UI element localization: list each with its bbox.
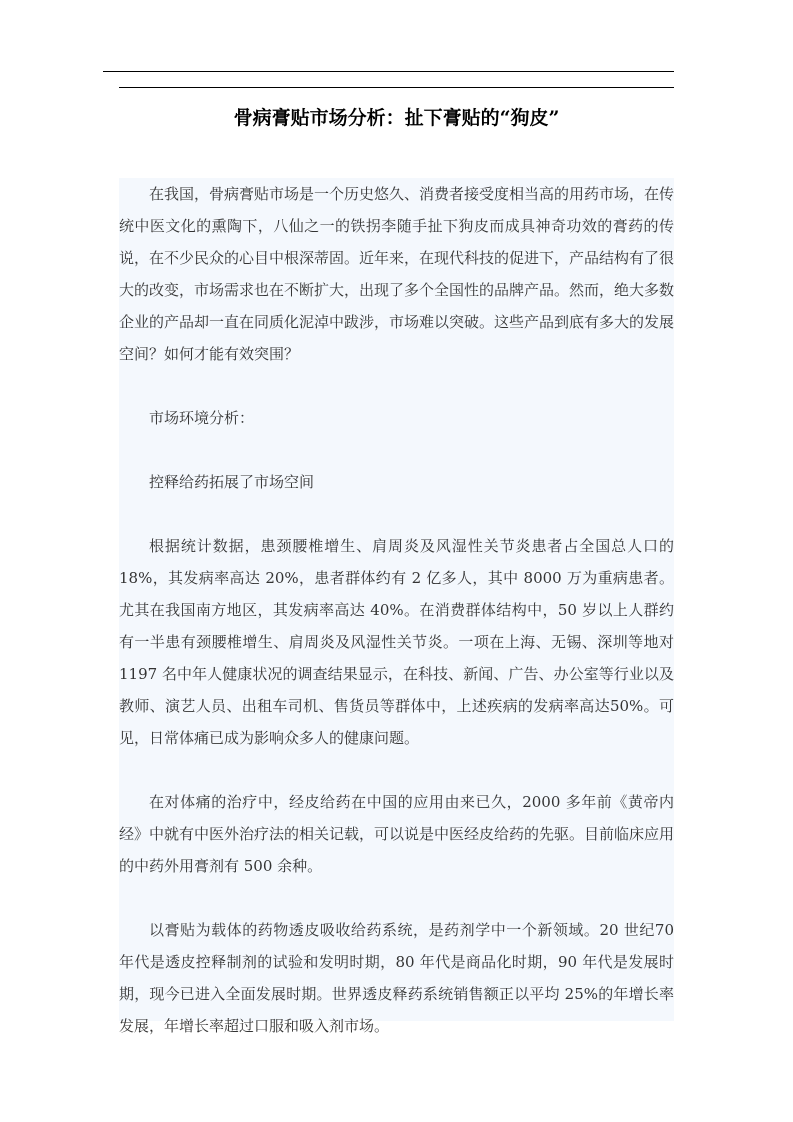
article-body (119, 178, 675, 1035)
document-title: 骨病膏贴市场分析：扯下膏贴的“狗皮” (233, 107, 560, 129)
header-rule-bottom (119, 87, 674, 88)
paragraph-history: 在对体痛的治疗中，经皮给药在中国的应用由来已久，2000 多年前《黄帝内经》中就有中医外治疗法的相关记载，可以说是中医经皮给药的先驱。目前临床应用的中药外用膏剂有 500 余种。 (119, 793, 675, 875)
subsection-heading: 控释给药拓展了市场空间 (149, 473, 315, 491)
header-rule-top (103, 71, 674, 72)
paragraph-statistics: 根据统计数据，患颈腰椎增生、肩周炎及风湿性关节炎患者占全国总人口的18%，其发病率高达 20%，患者群体约有 2 亿多人，其中 8000 万为重病患者。尤其在我国南方地区，其发病率高达 40%。在消费群体结构中，50 岁以上人群约有一半患有颈腰椎增生、肩周炎及风湿性关节炎。一项在上海、无锡、深圳等地对1197 名中年人健康状况的调查结果显示，在科技、新闻、广告、办公室等行业以及教师、演艺人员、出租车司机、售货员等群体中，上述疾病的发病率高达50%。可见，日常体痛已成为影响众多人的健康问题。 (119, 537, 674, 747)
paragraph-intro: 在我国，骨病膏贴市场是一个历史悠久、消费者接受度相当高的用药市场，在传统中医文化的熏陶下，八仙之一的铁拐李随手扯下狗皮而成具神奇功效的膏药的传说，在不少民众的心目中根深蒂固。近年来，在现代科技的促进下，产品结构有了很大的改变，市场需求也在不断扩大，出现了多个全国性的品牌产品。然而，绝大多数企业的产品却一直在同质化泥淖中跋涉，市场难以突破。这些产品到底有多大的发展空间？如何才能有效突围？ (119, 185, 675, 363)
section-heading: 市场环境分析： (149, 409, 255, 427)
paragraph-transdermal: 以膏贴为载体的药物透皮吸收给药系统，是药剂学中一个新领域。20 世纪70 年代是透皮控释制剂的试验和发明时期，80 年代是商品化时期，90 年代是发展时期，现今已进入全面发展时期。世界透皮释药系统销售额正以平均 25%的年增长率发展，年增长率超过口服和吸入剂市场。 (119, 921, 674, 1035)
